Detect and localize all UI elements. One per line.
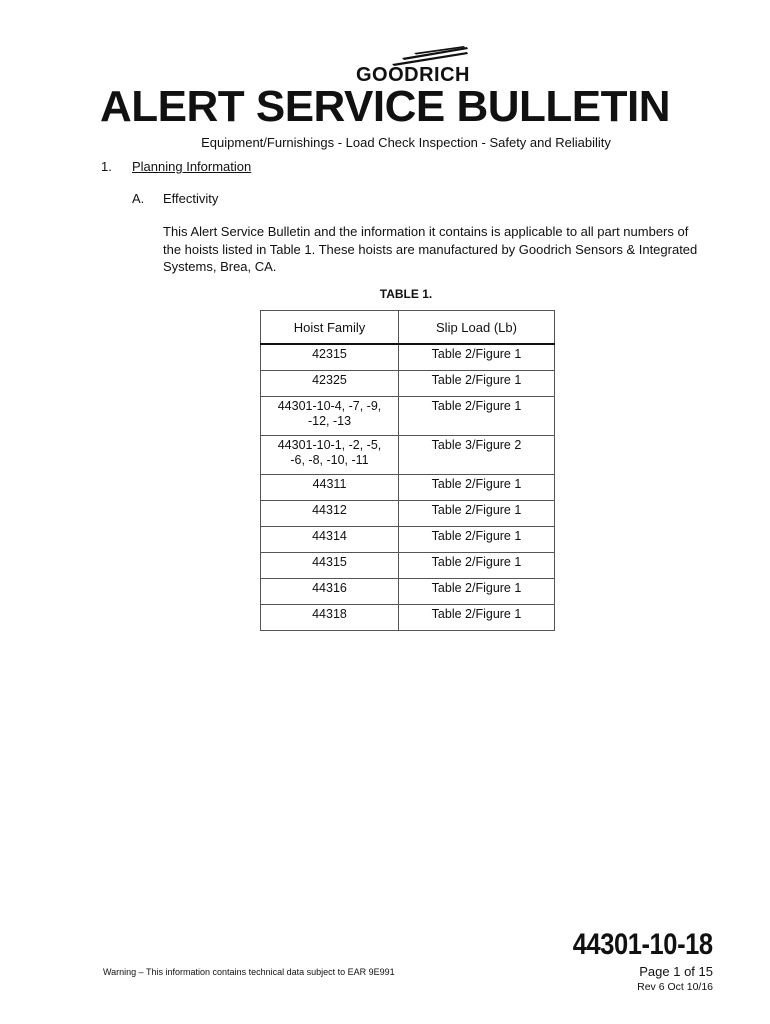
logo-swoosh-icon (352, 46, 472, 66)
table-row (261, 397, 555, 436)
table-caption: TABLE 1. (379, 287, 433, 301)
document-title: ALERT SERVICE BULLETIN (99, 82, 670, 131)
slip-load-cell: Table 2/Figure 1 (399, 501, 555, 527)
hoist-family-cell: 44301-10-4, -7, -9, -12, -13 (261, 397, 399, 436)
slip-load-cell: Table 2/Figure 1 (399, 344, 555, 371)
goodrich-logo (352, 46, 472, 86)
revision-info: Rev 6 Oct 10/16 (637, 981, 713, 993)
effectivity-paragraph: This Alert Service Bulletin and the information it contains is applicable to all part numbers of the hoists listed in Table 1. These hoists are manufactured by Goodrich Sensors & Integrated Systems, Brea, CA. (163, 224, 698, 274)
table-row (261, 371, 555, 397)
slip-load-cell: Table 2/Figure 1 (399, 605, 555, 631)
hoist-family-cell: 44301-10-1, -2, -5, -6, -8, -10, -11 (261, 436, 399, 475)
table-header-row (261, 311, 555, 345)
table-row (261, 436, 555, 475)
hoist-family-cell: 42325 (261, 371, 399, 397)
page-number: Page 1 of 15 (639, 964, 713, 979)
slip-load-cell: Table 3/Figure 2 (399, 436, 555, 475)
document-number: 44301-10-18 (573, 928, 713, 961)
column-header-hoist-family: Hoist Family (261, 311, 399, 345)
hoist-family-cell: 44311 (261, 475, 399, 501)
document-subtitle: Equipment/Furnishings - Load Check Inspection - Safety and Reliability (201, 135, 611, 150)
slip-load-cell: Table 2/Figure 1 (399, 553, 555, 579)
slip-load-cell: Table 2/Figure 1 (399, 527, 555, 553)
logo-wordmark: GOODRICH (356, 64, 470, 86)
table-row (261, 553, 555, 579)
section-number: 1. (101, 159, 112, 174)
slip-load-cell: Table 2/Figure 1 (399, 579, 555, 605)
table-row (261, 579, 555, 605)
hoist-family-cell: 44315 (261, 553, 399, 579)
table-row (261, 501, 555, 527)
slip-load-cell: Table 2/Figure 1 (399, 371, 555, 397)
table-row (261, 605, 555, 631)
export-warning: Warning – This information contains technical data subject to EAR 9E991 (103, 967, 395, 977)
column-header-slip-load: Slip Load (Lb) (399, 311, 555, 345)
slip-load-cell: Table 2/Figure 1 (399, 475, 555, 501)
table-row (261, 527, 555, 553)
hoist-family-cell: 44316 (261, 579, 399, 605)
hoist-family-cell: 44318 (261, 605, 399, 631)
subsection-title: Effectivity (163, 191, 219, 206)
table-row (261, 344, 555, 371)
hoist-table (260, 310, 555, 631)
hoist-family-cell: 44314 (261, 527, 399, 553)
hoist-family-cell: 42315 (261, 344, 399, 371)
section-title: Planning Information (132, 159, 252, 174)
slip-load-cell: Table 2/Figure 1 (399, 397, 555, 436)
table-row (261, 475, 555, 501)
subsection-number: A. (132, 191, 145, 206)
hoist-family-cell: 44312 (261, 501, 399, 527)
